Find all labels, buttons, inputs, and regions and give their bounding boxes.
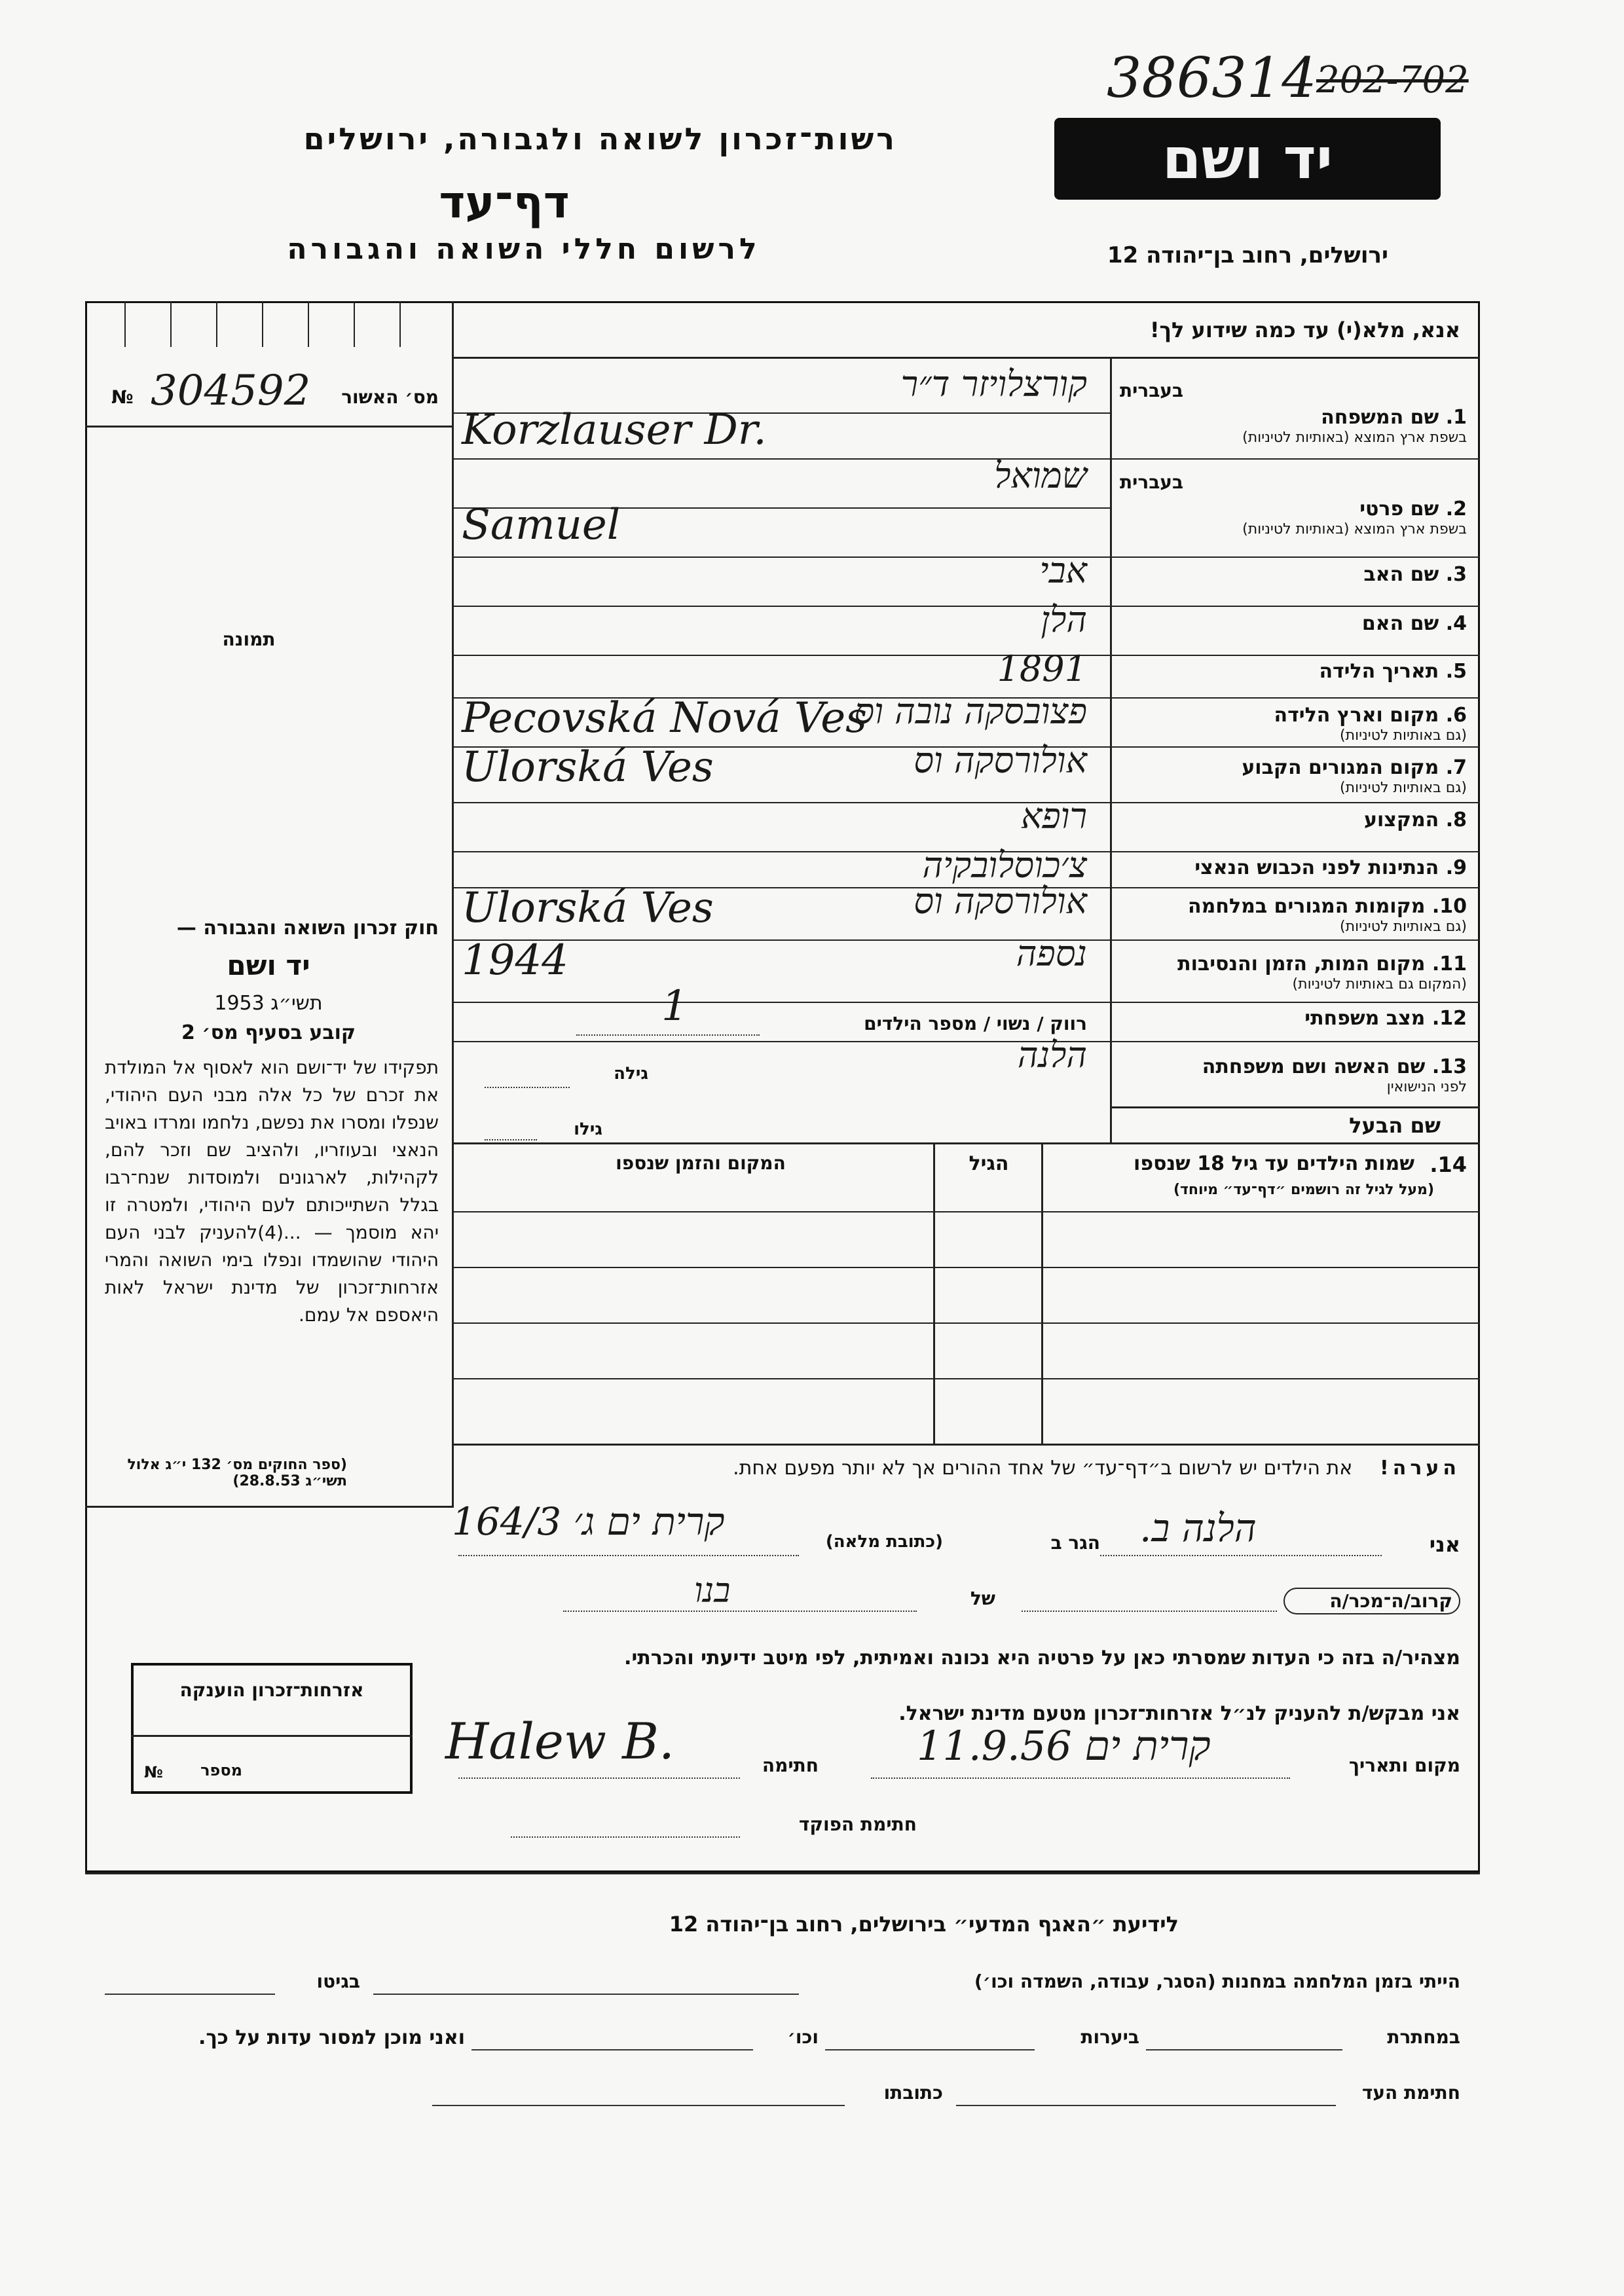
row-hebrew-value[interactable]: אבי (1039, 550, 1087, 591)
footer-line2-c: וכו׳ (787, 2026, 819, 2048)
sidebar-bottom (85, 1506, 454, 1508)
row-label: 10. מקומות המגורים במלחמה (1188, 895, 1467, 918)
row-latin-value[interactable]: Ulorská Ves (462, 884, 714, 932)
relative-label: קרוב/ה־מכר/ה (1283, 1588, 1460, 1614)
address-value[interactable]: קרית ים ג׳ 164/3 (452, 1499, 725, 1544)
row-latin-value[interactable]: 1944 (462, 936, 568, 985)
children-row-rule-2 (452, 1322, 1480, 1324)
law-year: תשי״ג 1953 (214, 992, 323, 1015)
note-label: הערה! (1380, 1457, 1460, 1480)
footer-line1-rule (373, 1994, 799, 1995)
header-address: ירושלים, רחוב בן־יהודה 12 (1107, 242, 1388, 268)
row-hebrew-value[interactable]: 1891 (997, 648, 1087, 689)
row-rule (452, 1002, 1480, 1003)
children-count-value[interactable]: 1 (661, 982, 688, 1030)
row-label: 9. הנתינות לפני הכבוש הנאצי (1194, 856, 1467, 879)
official-signature-label: חתימת הפוקד (798, 1813, 917, 1835)
row-label: 12. מצב משפחתי (1304, 1007, 1467, 1030)
row-hebrew-value[interactable]: שמואל (994, 455, 1087, 496)
age-label-1: גילה (614, 1064, 648, 1084)
children-col-divider-1 (1041, 1142, 1043, 1444)
law-title: חוק זכרון השואה והגבורה — (176, 917, 439, 939)
relative-line (1022, 1611, 1277, 1612)
marital-status-text: רווק / נשוי / מספר הילדים (864, 1013, 1087, 1034)
sidebar-divider (452, 301, 454, 1506)
row-hebrew-value[interactable]: אולורסקה וס (913, 740, 1087, 781)
footer-line2-rule-c (471, 2049, 753, 2050)
children-place-header: המקום והזמן שנספו (616, 1152, 786, 1174)
note-body: את הילדים יש לרשום ב״דף־עד״ של אחד ההורים אך לא יותר מפעם אחת. (733, 1457, 1353, 1480)
archive-number: 386314 (1107, 46, 1317, 110)
law-name: יד ושם (227, 949, 310, 981)
row-sublabel: לפני הנישואין (1386, 1079, 1467, 1095)
row-sublabel: (גם באותיות לטיניות) (1340, 780, 1467, 796)
place-date-line (871, 1777, 1290, 1779)
row-label: 11. מקום המות, הזמן והנסיבות (1177, 953, 1467, 975)
row-label: 13. שם האשה ושם משפחתה (1202, 1055, 1467, 1078)
signature-line (458, 1777, 740, 1779)
declaration-text: מצהיר/ה בזה כי העדות שמסרתי כאן על פרטיה היא נכונה ואמיתית, לפי מיטב ידיעתי והכרתי. (624, 1647, 1460, 1669)
children-subtitle: (מעל לגיל זה רושמים ״דף־עד״ מיוחד) (1173, 1182, 1434, 1198)
org-line: רשות־זכרון לשואה ולגבורה, ירושלים (303, 121, 897, 156)
footer-line1-b: בגיטו (316, 1971, 360, 1992)
declarant-name[interactable]: הלנה ב. (1139, 1506, 1257, 1550)
children-table-bottom (452, 1444, 1480, 1446)
form-title: דף־עד (439, 177, 570, 228)
row-sublabel: (המקום גם באותיות לטיניות) (1292, 976, 1467, 993)
husband-label: שם הבעל (1349, 1113, 1441, 1138)
children-num: 14. (1430, 1152, 1467, 1177)
age-label-2: גילו (574, 1120, 602, 1139)
row-hebrew-value[interactable]: פצובסקה נובה וס (854, 691, 1087, 732)
footer-line1-end (105, 1994, 275, 1995)
row-hebrew-value[interactable]: קורצלויזר ד״ר (900, 363, 1087, 405)
row-label: 5. תאריך הלידה (1319, 660, 1467, 683)
row-hebrew-value[interactable]: רופא (1020, 795, 1087, 837)
footer-line2-b: ביערות (1080, 2026, 1139, 2048)
place-date-value[interactable]: קרית ים 11.9.56 (917, 1722, 1211, 1770)
children-col-divider-2 (933, 1142, 935, 1444)
row-label: 8. המקצוע (1364, 809, 1467, 831)
yad-vashem-logo (1054, 118, 1441, 200)
row-label: 1. שם המשפחה (1321, 406, 1467, 429)
row-hebrew-value[interactable]: הלן (1041, 599, 1087, 640)
hebrew-label: בעברית (1120, 380, 1184, 401)
row-sublabel: (גם באותיות לטיניות) (1340, 727, 1467, 744)
approval-ticks (85, 301, 452, 354)
law-clause: קובע בסעיף מס׳ 2 (181, 1021, 356, 1044)
footer-line3-rule-b (432, 2105, 845, 2106)
children-title: שמות הילדים עד גיל 18 שנספו (1134, 1152, 1414, 1175)
law-body: תפקידו של יד־ושם הוא לאסוף אל המולדת את זכרם של כל אלה מבני העם היהודי, שנפלו ומסרו את נפשם, נלחמו ומרדו באויב הנאצי ובעוזריו, ולהציב שם וזכר להם, לקהילות, לארגונים ולמוסדות שנח־רבו בגלל השתייכותם לעם היהודי, ולמטרה זו יהא מוסמך — ...(4)להעניק לבני העם היהודי שהושמדו ונפלו בימי השואה והמרי אזרחות־זכרון של מדינת ישראל לאות היאספם אל עמם. (105, 1057, 439, 1326)
row-label: 4. שם האם (1361, 612, 1467, 635)
law-reference: (ספר החוקים מס׳ 132 י״ג אלול תשי״ג 28.8.53) (127, 1457, 347, 1489)
footer-rule (85, 1872, 1480, 1874)
declarant-i-label: אני (1429, 1532, 1460, 1557)
children-row-rule-3 (452, 1378, 1480, 1379)
relative-value[interactable]: בנו (694, 1571, 731, 1611)
footer-line3-a: חתימת העד (1361, 2082, 1460, 2104)
stamp-number-label: מספר (200, 1761, 242, 1779)
row-latin-value[interactable]: Pecovská Nová Ves (462, 694, 867, 742)
instruction-rule (452, 357, 1480, 359)
approval-rule (85, 426, 454, 428)
footer-line3-rule-a (956, 2105, 1336, 2106)
age-line-2 (485, 1139, 537, 1140)
stamp-no: № (144, 1763, 163, 1781)
photo-label: תמונה (222, 629, 276, 650)
form-subtitle: לרשום חללי השואה והגבורה (287, 232, 761, 266)
place-date-label: מקום ותאריך (1348, 1755, 1460, 1776)
footer-line1-a: הייתי בזמן המלחמה במחנות (הסגר, עבודה, השמדה וכו׳) (974, 1971, 1460, 1992)
row-latin-value[interactable]: Korzlauser Dr. (462, 406, 767, 454)
children-age-header: הגיל (969, 1152, 1009, 1175)
row-latin-value[interactable]: Samuel (462, 501, 621, 549)
children-header-rule (452, 1211, 1480, 1212)
age-line-1 (485, 1087, 570, 1088)
children-table-top (452, 1142, 1480, 1144)
row-label: 2. שם פרטי (1359, 498, 1467, 520)
husband-rule (1110, 1106, 1480, 1108)
row-hebrew-value[interactable]: נספה (1016, 933, 1087, 974)
row-label: 6. מקום וארץ הלידה (1274, 704, 1467, 727)
request-text: אני מבקש/ת להעניק לנ״ל אזרחות־זכרון מטעם מדינת ישראל. (898, 1702, 1460, 1725)
approval-number-field[interactable] (98, 367, 439, 419)
instruction-text: אנא, מלא(י) עד כמה שידוע לך! (1149, 318, 1460, 342)
row-label: 7. מקום המגורים הקבוע (1242, 756, 1467, 779)
old-archive-number: 202-702 (1316, 59, 1469, 101)
footer-title: לידיעת ״האגף המדעי״ בירושלים, רחוב בן־יהודה 12 (669, 1912, 1179, 1937)
signature-value[interactable]: Halew B. (445, 1712, 675, 1770)
row-sublabel: (גם באותיות לטיניות) (1340, 919, 1467, 935)
row-label: 3. שם האב (1363, 563, 1467, 586)
footer-line3-b: כתובתו (883, 2082, 943, 2104)
resides-label: הגר ב (1050, 1532, 1100, 1554)
approval-label: מס׳ האשור (341, 386, 439, 408)
children-row-rule-1 (452, 1267, 1480, 1268)
row-hebrew-value[interactable]: אולורסקה וס (913, 881, 1087, 922)
of-line (563, 1611, 917, 1612)
row-sublabel: בשפת ארץ המוצא (באותיות לטיניות) (1242, 429, 1467, 446)
logo-text: יד ושם (1162, 126, 1333, 192)
label-column-divider (1110, 357, 1112, 1142)
footer-line2-d: ואני מוכן למסור עדות על כך. (198, 2026, 465, 2049)
children-count-line (576, 1034, 760, 1036)
footer-line2-a: במחתרת (1387, 2026, 1460, 2048)
row-sublabel: בשפת ארץ המוצא (באותיות לטיניות) (1242, 521, 1467, 538)
row-hebrew-value[interactable]: הלנה (1017, 1034, 1087, 1076)
signature-label: חתימה (762, 1755, 819, 1776)
row-hebrew-value[interactable]: צ׳כוסלובקיה (922, 845, 1087, 886)
address-label: (כתובת מלאה) (825, 1532, 943, 1552)
note-text (471, 1457, 1460, 1480)
stamp-title: אזרחות־זכרון הוענקה (179, 1679, 364, 1701)
footer-line2-rule-a (1146, 2049, 1342, 2050)
approval-number: 304592 (151, 367, 311, 415)
footer-line2-rule-b (825, 2049, 1035, 2050)
row-latin-value[interactable]: Ulorská Ves (462, 743, 714, 792)
stamp-rule (131, 1735, 413, 1737)
official-signature-line (511, 1836, 740, 1838)
declarant-name-line (1100, 1555, 1382, 1556)
address-line (458, 1555, 799, 1556)
approval-prefix: № (111, 386, 134, 408)
hebrew-label: בעברית (1120, 471, 1184, 493)
of-label: של (970, 1588, 995, 1609)
